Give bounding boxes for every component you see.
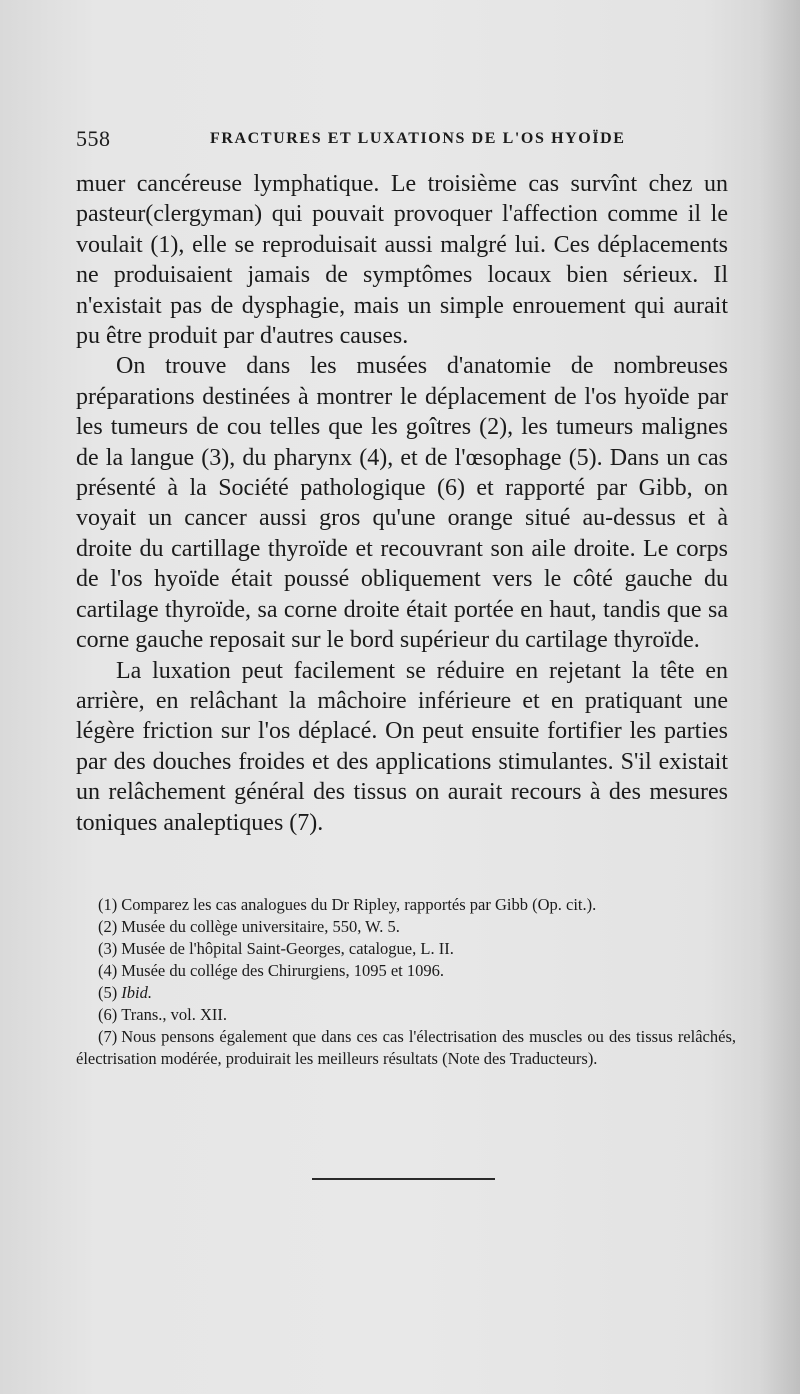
paragraph-1: muer cancéreuse lymphatique. Le troisième cas survînt chez un pasteur(clergyman) qui pouvait provoquer l'affection comme il le voulait (1), elle se reproduisait aussi malgré lui. Ces déplacements ne produisaient jamais de symptômes locaux bien sérieux. Il n'existait pas de dysphagie, mais un simple enrouement qui aurait pu être produit par d'autres causes. — [76, 171, 728, 350]
paragraph-3: La luxation peut facilement se réduire en rejetant la tête en arrière, en relâchant la mâchoire inférieure et en pratiquant une légère friction sur l'os déplacé. On peut ensuite fortifier les parties par des douches froides et des applications stimulantes. S'il existait un relâchement général des tissus on aurait recours à des mesures toniques analeptiques (7). — [76, 657, 728, 836]
end-rule — [312, 1178, 495, 1180]
footnote-3: (3) Musée de l'hôpital Saint-Georges, catalogue, L. II. — [98, 939, 454, 958]
paragraph-2: On trouve dans les musées d'anatomie de nombreuses préparations destinées à montrer le déplacement de l'os hyoïde par les tumeurs de cou telles que les goîtres (2), les tumeurs malignes de la langue (3), du pharynx (4), et de l'œsophage (5). Dans un cas présenté à la Société pathologique (6) et rapporté par Gibb, on voyait un cancer aussi gros qu'une orange situé au-dessus et à droite du cartillage thyroïde et recouvrant son aile droite. Le corps de l'os hyoïde était poussé obliquement vers le côté gauche du cartilage thyroïde, sa corne droite était portée en haut, tandis que sa corne gauche reposait sur le bord supérieur du cartilage thyroïde. — [76, 353, 728, 654]
footnote-5: (5) Ibid. — [98, 983, 152, 1002]
page-number: 558 — [76, 126, 111, 151]
footnote-1: (1) Comparez les cas analogues du Dr Ripley, rapportés par Gibb (Op. cit.). — [98, 895, 597, 914]
footnote-6: (6) Trans., vol. XII. — [98, 1005, 227, 1024]
footnote-4: (4) Musée du collége des Chirurgiens, 1095 et 1096. — [98, 961, 445, 980]
page-edge-shadow — [760, 0, 800, 1394]
page-header — [76, 126, 728, 156]
footnote-2: (2) Musée du collège universitaire, 550, W. 5. — [98, 917, 400, 936]
body-text — [76, 169, 728, 838]
footnotes — [76, 894, 736, 1070]
footnote-7: (7) Nous pensons également que dans ces cas l'électrisation des muscles ou des tissus relâchés, électrisation modérée, produirait les meilleurs résultats (Note des Traducteurs). — [76, 1027, 736, 1068]
running-head: FRACTURES ET LUXATIONS DE L'OS HYOÏDE — [210, 130, 626, 147]
